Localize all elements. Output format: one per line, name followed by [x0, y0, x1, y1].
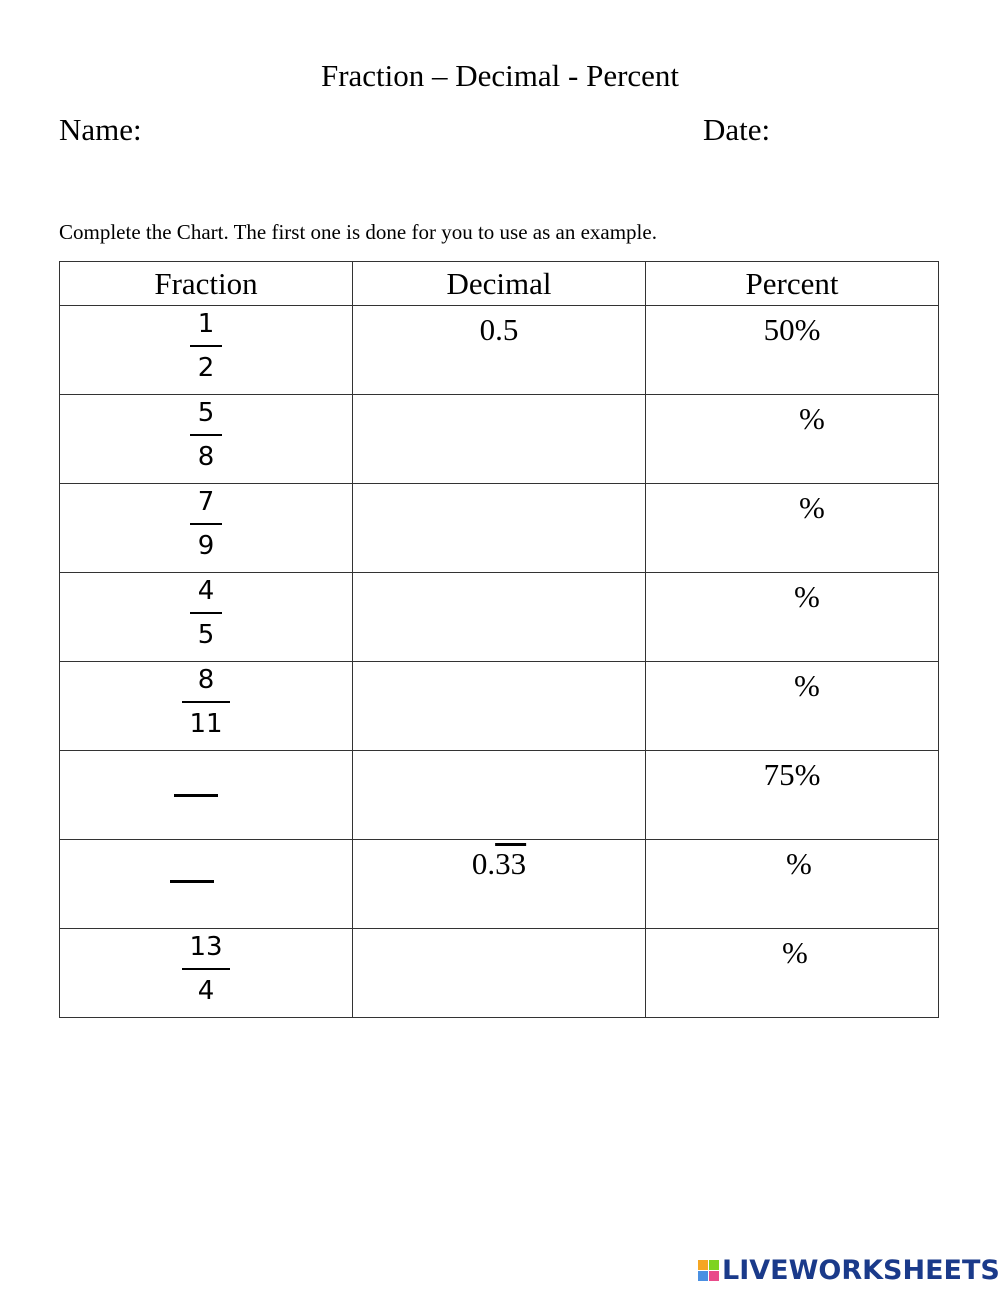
decimal-answer-cell[interactable]	[353, 751, 646, 840]
fraction	[60, 309, 352, 383]
table-header-row	[60, 262, 939, 306]
logo-square-pink	[709, 1271, 719, 1281]
percent-value: 75%	[763, 757, 821, 792]
percent-cell[interactable]	[646, 306, 939, 395]
table-row	[60, 573, 939, 662]
liveworksheets-logo	[698, 1255, 1000, 1286]
fraction-bar	[190, 434, 222, 436]
table-row	[60, 306, 939, 395]
denominator: 4	[197, 976, 215, 1006]
table-row	[60, 395, 939, 484]
percent-sign: %	[799, 490, 825, 525]
fraction-bar	[190, 612, 222, 614]
denominator: 11	[189, 709, 223, 739]
numerator: 1	[197, 309, 215, 339]
name-label: Name:	[59, 112, 142, 147]
fraction	[60, 398, 352, 472]
decimal-answer-cell[interactable]	[353, 662, 646, 751]
decimal-prefix: 0.	[471, 846, 496, 881]
conversion-chart	[59, 261, 939, 1018]
column-header-decimal: Decimal	[353, 262, 646, 306]
numerator: 8	[197, 665, 215, 695]
percent-answer-cell[interactable]	[646, 929, 939, 1018]
fraction-bar	[190, 523, 222, 525]
fraction-bar-blank	[174, 794, 218, 797]
percent-answer-cell[interactable]	[646, 840, 939, 929]
decimal-answer-cell[interactable]	[353, 395, 646, 484]
decimal-value	[353, 846, 645, 882]
decimal-answer-cell[interactable]	[353, 573, 646, 662]
fraction-cell	[60, 484, 353, 573]
fraction-answer-cell[interactable]	[60, 840, 353, 929]
fraction-cell[interactable]	[60, 306, 353, 395]
percent-answer-cell[interactable]	[646, 573, 939, 662]
logo-mark-icon	[698, 1260, 719, 1281]
fraction	[60, 932, 352, 1006]
table-row	[60, 751, 939, 840]
numerator: 13	[189, 932, 223, 962]
table-row	[60, 840, 939, 929]
decimal-cell[interactable]	[353, 306, 646, 395]
percent-sign: %	[794, 579, 820, 614]
percent-value: 50%	[763, 312, 821, 347]
percent-sign: %	[794, 668, 820, 703]
decimal-answer-cell[interactable]	[353, 484, 646, 573]
percent-sign: %	[799, 401, 825, 436]
percent-answer-cell[interactable]	[646, 484, 939, 573]
percent-sign: %	[786, 846, 812, 881]
numerator: 7	[197, 487, 215, 517]
fraction	[60, 487, 352, 561]
instructions-text: Complete the Chart. The first one is done for you to use as an example.	[59, 220, 657, 244]
logo-square-orange	[698, 1260, 708, 1270]
page-title: Fraction – Decimal - Percent	[320, 58, 680, 93]
decimal-cell	[353, 840, 646, 929]
fraction-cell	[60, 662, 353, 751]
decimal-answer-cell[interactable]	[353, 929, 646, 1018]
table-row	[60, 662, 939, 751]
column-header-fraction: Fraction	[60, 262, 353, 306]
column-header-percent: Percent	[646, 262, 939, 306]
denominator: 2	[197, 353, 215, 383]
repeating-digits: 33	[495, 846, 527, 881]
fraction-cell	[60, 929, 353, 1018]
fraction	[60, 576, 352, 650]
decimal-value: 0.5	[479, 312, 519, 347]
fraction-bar-blank	[170, 880, 214, 883]
percent-answer-cell[interactable]	[646, 395, 939, 484]
fraction	[60, 665, 352, 739]
fraction-cell	[60, 573, 353, 662]
logo-square-green	[709, 1260, 719, 1270]
table-row	[60, 929, 939, 1018]
fraction-bar	[182, 701, 230, 703]
logo-text: LIVEWORKSHEETS	[722, 1255, 1000, 1286]
percent-answer-cell[interactable]	[646, 662, 939, 751]
numerator: 5	[197, 398, 215, 428]
percent-cell	[646, 751, 939, 840]
numerator: 4	[197, 576, 215, 606]
denominator: 5	[197, 620, 215, 650]
date-label: Date:	[703, 112, 771, 147]
fraction-answer-cell[interactable]	[60, 751, 353, 840]
denominator: 8	[197, 442, 215, 472]
denominator: 9	[197, 531, 215, 561]
logo-square-blue	[698, 1271, 708, 1281]
fraction-bar	[182, 968, 230, 970]
table-row	[60, 484, 939, 573]
fraction-cell	[60, 395, 353, 484]
fraction-bar	[190, 345, 222, 347]
percent-sign: %	[782, 935, 808, 970]
